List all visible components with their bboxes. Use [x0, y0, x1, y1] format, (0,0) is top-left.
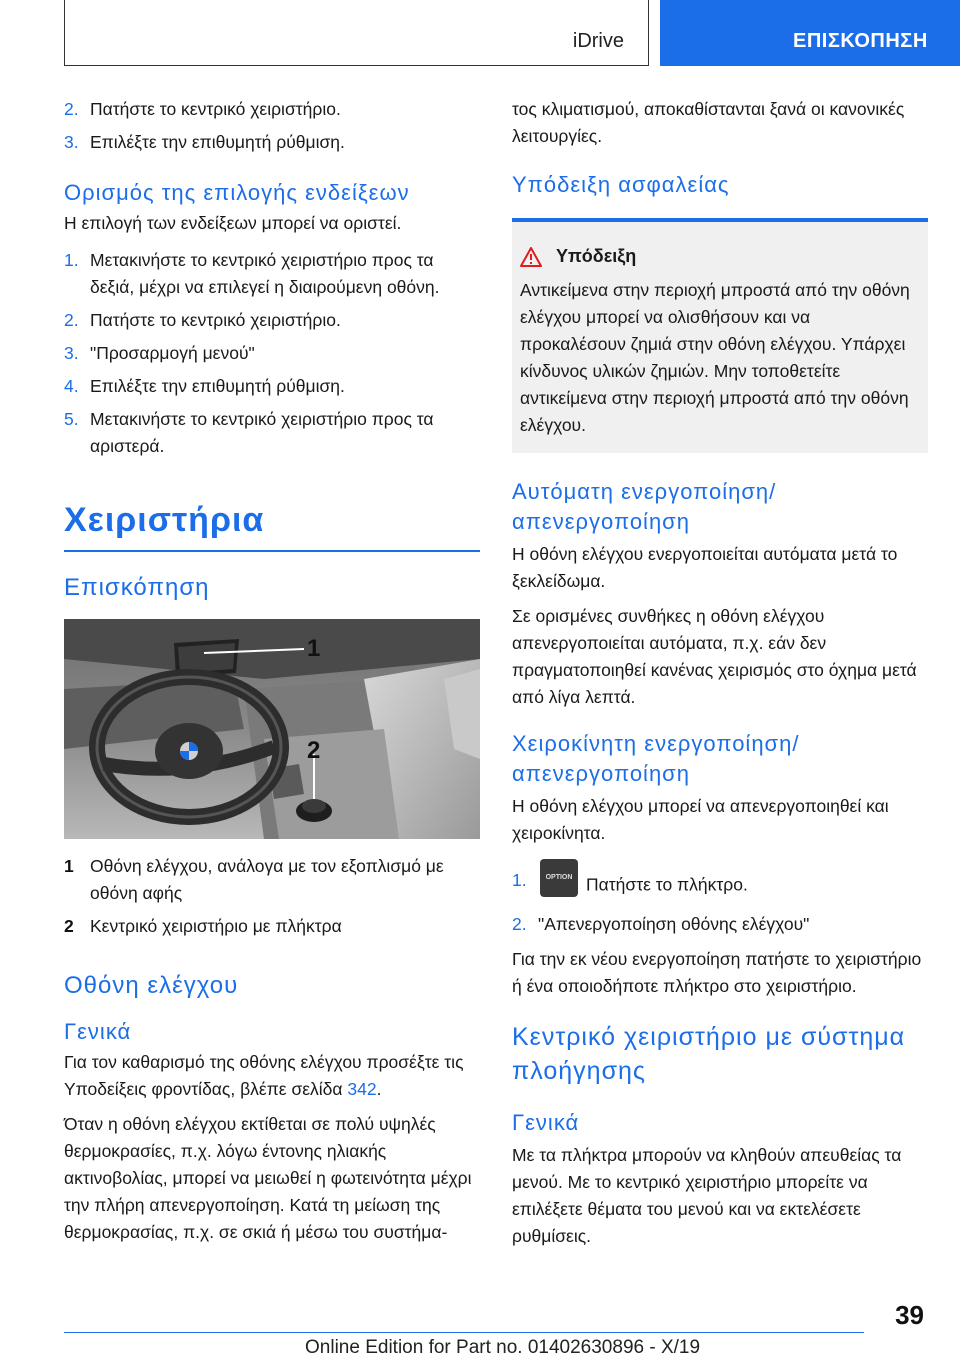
list-item: [64, 406, 480, 460]
step-text: Μετακινήστε το κεντρικό χειριστήριο προς τα δεξιά, μέχρι να επιλεγεί η διαιρούμενη οθόνη.: [90, 250, 440, 297]
step-number: 5.: [64, 409, 79, 429]
warning-text: Αντικείμενα στην περιοχή μπροστά από την οθόνη ελέγχου μπορεί να ολισθήσουν και να προκαλέσουν ζημιά στην οθόνη ελέγχου. Υπάρχει κίνδυνος υλικών ζημιών. Μην τοποθετείτε αντικείμενα στην περιοχή μπροστά από την οθόνη ελέγχου.: [520, 280, 910, 435]
list-item: [512, 911, 928, 938]
legend-number: 1: [64, 856, 74, 876]
step-text: Πατήστε το κεντρικό χειριστήριο.: [90, 310, 341, 330]
legend-text: Οθόνη ελέγχου, ανάλογα με τον εξοπλισμό με οθόνη αφής: [90, 856, 444, 903]
heading-general: Γενικά: [512, 1110, 580, 1135]
step-text: Μετακινήστε το κεντρικό χειριστήριο προς τα αριστερά.: [90, 409, 434, 456]
heading-manual-activation: Χειροκίνητη ενεργοποίηση/ απενεργοποίηση: [512, 731, 800, 786]
right-column: [512, 96, 928, 1250]
list-item: [64, 373, 480, 400]
cockpit-photo: [64, 619, 480, 839]
list-item: [64, 307, 480, 334]
heading-central-controller: Κεντρικό χειριστήριο με σύστημα πλοήγησης: [512, 1023, 906, 1085]
paragraph: Με τα πλήκτρα μπορούν να κληθούν απευθείας τα μενού. Με το κεντρικό χειριστήριο μπορείτε να επιλέξετε θέματα του μενού και να εκτελέσετε ρυθμίσεις.: [512, 1145, 902, 1246]
step-number: 3.: [64, 132, 79, 152]
left-column: [64, 96, 480, 1246]
list-item: [64, 340, 480, 367]
paragraph: Σε ορισμένες συνθήκες η οθόνη ελέγχου απενεργοποιείται αυτόματα, π.χ. εάν δεν πραγματοποιηθεί κανένας χειρισμός στο όχημα μετά από λίγα λεπτά.: [512, 606, 917, 707]
header-chapter-tab: ΕΠΙΣΚΟΠΗΣΗ: [660, 0, 960, 66]
step-text: Επιλέξτε την επιθυμητή ρύθμιση.: [90, 376, 345, 396]
heading-rule: [64, 550, 480, 552]
legend-text: Κεντρικό χειριστήριο με πλήκτρα: [90, 916, 342, 936]
step-text: "Προσαρμογή μενού": [90, 343, 255, 363]
callout-2: 2: [307, 737, 321, 764]
step-text: "Απενεργοποίηση οθόνης ελέγχου": [538, 914, 810, 934]
paragraph: Η οθόνη ελέγχου ενεργοποιείται αυτόματα μετά το ξεκλείδωμα.: [512, 544, 898, 591]
page-link[interactable]: 342: [347, 1079, 377, 1099]
heading-safety-note: Υπόδειξη ασφαλείας: [512, 172, 730, 197]
paragraph: Η επιλογή των ενδείξεων μπορεί να οριστεί.: [64, 213, 402, 233]
legend-item: [64, 913, 480, 940]
warning-box: [512, 222, 928, 453]
cockpit-illustration: [64, 619, 480, 839]
list-item: [512, 867, 928, 905]
footer-rule: [64, 1332, 864, 1333]
header-section-label: iDrive: [572, 30, 624, 52]
warning-title: Υπόδειξη: [556, 246, 637, 266]
paragraph: τος κλιματισμού, αποκαθίστανται ξανά οι κανονικές λειτουργίες.: [512, 99, 905, 146]
list-item: [64, 129, 480, 156]
list-item: [64, 96, 480, 123]
heading-general: Γενικά: [64, 1019, 132, 1044]
heading-overview: Επισκόπηση: [64, 574, 210, 601]
step-text: Πατήστε το κεντρικό χειριστήριο.: [90, 99, 341, 119]
warning-triangle-icon: [520, 247, 542, 267]
paragraph: Όταν η οθόνη ελέγχου εκτίθεται σε πολύ υψηλές θερμοκρασίες, π.χ. λόγω έντονης ηλιακής ακτινοβολίας, μπορεί να μειωθεί η φωτεινότητα μέχρι την πλήρη απενεργοποίηση. Κατά τη μείωση της θερμοκρασίας, π.χ. σε σκιά ή μέσω του συστήμα-: [64, 1114, 472, 1242]
header-box: [64, 0, 649, 66]
paragraph: Για την εκ νέου ενεργοποίηση πατήστε το χειριστήριο ή ένα οποιοδήποτε πλήκτρο στο χειριστήριο.: [512, 949, 922, 996]
step-text: Επιλέξτε την επιθυμητή ρύθμιση.: [90, 132, 345, 152]
step-number: 2.: [64, 310, 79, 330]
step-number: 2.: [512, 914, 527, 934]
heading-controls: Χειριστήρια: [64, 501, 265, 539]
step-number: 3.: [64, 343, 79, 363]
footer-edition: Online Edition for Part no. 01402630896 - X/19: [305, 1337, 701, 1358]
step-text: Πατήστε το πλήκτρο.: [586, 874, 748, 895]
option-button-icon: OPTION: [540, 859, 578, 897]
heading-display-selection: Ορισμός της επιλογής ενδείξεων: [64, 180, 410, 205]
list-item: [64, 247, 480, 301]
legend-item: [64, 853, 480, 907]
warning-header: [512, 246, 928, 267]
legend-number: 2: [64, 916, 74, 936]
step-number: 1.: [64, 250, 79, 270]
step-number: 1.: [512, 870, 527, 890]
paragraph: [64, 1049, 480, 1103]
callout-1: 1: [307, 635, 321, 662]
step-number: 4.: [64, 376, 79, 396]
step-number: 2.: [64, 99, 79, 119]
heading-auto-activation: Αυτόματη ενεργοποίηση/ απενεργοποίηση: [512, 479, 777, 534]
heading-control-display: Οθόνη ελέγχου: [64, 972, 239, 999]
paragraph-text: .: [376, 1079, 382, 1099]
paragraph-text: Για τον καθαρισμό της οθόνης ελέγχου προσέξτε τις Υποδείξεις φροντίδας, βλέπε σελίδα: [64, 1052, 464, 1099]
page-number: 39: [895, 1300, 924, 1330]
paragraph: Η οθόνη ελέγχου μπορεί να απενεργοποιηθεί και χειροκίνητα.: [512, 796, 889, 843]
